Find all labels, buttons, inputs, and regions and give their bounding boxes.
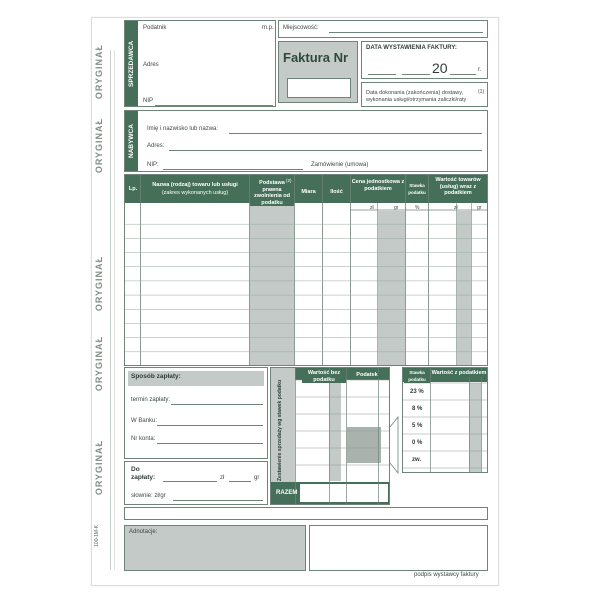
col-name-header: Nazwa (rodzaj) towaru lub usługi [141,182,249,189]
payment-box [124,367,268,459]
original-label-2: ORYGINAŁ [94,118,104,174]
place-label: Miejscowość: [283,25,319,31]
notes-label: Adnotacje: [129,529,158,535]
to-pay-gr-label: gr [254,475,260,481]
col-qty-header: Ilość [323,189,350,196]
vat-rate-header: Stawka podatku [404,370,430,383]
buyer-name-line[interactable] [229,133,482,134]
vat-summary-side-label: Zestawienie sprzedaży wg stawek podatku [277,379,283,481]
signature-box[interactable] [309,525,488,571]
total-gr: gr [477,205,482,211]
vat-total-label: RAZEM [276,490,298,496]
seller-section-label: SPRZEDAWCA [125,21,138,106]
buyer-name-label: Imię i nazwisko lub nazwa: [147,126,219,132]
strip-fine-print-2 [114,50,115,570]
bank-label: W Banku: [131,418,158,424]
vat-gross-gr-column [469,383,481,472]
col-name-subheader: (zakres wykonanych usług) [141,190,249,197]
invoice-title: Faktura Nr [283,50,349,65]
mp-label: m.p. [262,25,274,31]
col-legal-basis-header: Podstawa prawna zwolnienia od podatku [250,180,294,206]
to-pay-box [124,461,268,505]
col-unit-price-header: Cena jednostkowa z podatkiem [351,179,405,192]
vat-rate-column [406,211,428,365]
strip-fine-print [110,50,111,570]
to-pay-zl-line[interactable] [163,481,217,482]
total-zl: zł [454,205,458,211]
col-unit-header: Miara [295,189,322,196]
col-total-header: Wartość towarów (usług) wraz z podatkiem [429,177,487,197]
buyer-box [124,110,488,172]
col-legal-basis-note: (2) [286,178,292,183]
vat-summary [270,367,488,505]
title-box [278,41,358,103]
side-strip [92,20,122,568]
vat-tax-block [347,427,381,463]
notes-box[interactable] [124,525,306,571]
seller-nip-label: NIP [143,98,154,104]
legal-basis-column [250,203,294,365]
place-input-line[interactable] [329,32,483,33]
issue-date-year-line[interactable] [450,74,476,75]
original-label-5: ORYGINAŁ [94,440,104,496]
items-table [124,174,488,366]
vat-rate-exempt: zw. [412,457,422,463]
vat-net-header: Wartość bez podatku [302,370,346,383]
vat-rate-23: 23 % [410,389,424,395]
due-date-label: termin zapłaty: [131,397,171,403]
due-date-line[interactable] [171,404,263,405]
original-label-3: ORYGINAŁ [94,256,104,312]
invoice-number-field[interactable] [287,78,351,98]
buyer-address-line[interactable] [169,150,482,151]
unit-price-zl: zł [370,205,374,211]
issue-date-year-prefix: 20 [432,60,448,76]
vat-rate-percent: % [415,205,420,211]
buyer-nip-label: NIP: [147,162,159,168]
vat-rate-5: 5 % [412,423,423,429]
bank-line[interactable] [157,425,263,426]
delivery-date-label-2: wykonania usługi/otrzymania zaliczki/raty [366,97,467,103]
original-label-4: ORYGINAŁ [94,336,104,392]
to-pay-label-2: zapłaty: [131,474,156,481]
to-pay-gr-line[interactable] [229,481,251,482]
vat-rate-8: 8 % [412,406,423,412]
place-box [278,20,488,38]
order-label: Zamówienie (umowa) [311,162,369,168]
issue-date-month-line[interactable] [402,74,430,75]
issue-date-year-suffix: r. [478,67,482,73]
unit-price-gr-column [378,211,405,365]
to-pay-label-1: Do [131,466,140,473]
items-table-border [125,175,488,366]
vat-bracket [390,417,398,473]
issue-date-day-line[interactable] [368,74,396,75]
separator-row [124,507,488,520]
delivery-date-box [361,82,488,107]
to-pay-zl-label: zł [220,475,225,481]
buyer-nip-line[interactable] [163,169,303,170]
vat-tax-header: Podatek [347,372,387,379]
col-lp-header: Lp. [126,186,140,193]
buyer-section-label: NABYWCA [125,111,138,171]
address-label: Adres [143,62,159,68]
seller-nip-line[interactable] [155,105,273,106]
payment-method-label: Sposób zapłaty: [131,373,181,380]
vat-total-fields [300,484,388,502]
unit-price-gr: gr [394,205,399,211]
vat-rate-0: 0 % [412,440,423,446]
account-line[interactable] [157,443,263,444]
vat-summary-grid [270,367,488,505]
to-pay-words-label: słownie: zł/gr [131,493,166,499]
issue-date-label: DATA WYSTAWIENIA FAKTURY: [366,45,457,51]
signature-label: podpis wystawcy faktury [414,572,479,578]
vat-gross-header: Wartość z podatkiem [431,370,487,376]
taxpayer-label: Podatnik [143,25,167,31]
buyer-address-label: Adres: [147,143,165,149]
col-vat-rate-header: Stawka podatku [406,183,428,196]
to-pay-words-line[interactable] [173,500,263,501]
form-code: 100-1M-K [94,525,100,547]
account-label: Nr konta: [131,436,156,442]
signature-line[interactable] [368,570,484,571]
delivery-date-footnote: (1) [478,89,485,95]
issue-date-box [361,41,488,79]
seller-box [124,20,276,107]
delivery-date-label-1: Data dokonania (zakończenia) dostawy, [366,90,464,96]
total-gr-column [457,211,471,365]
items-grid [124,174,488,366]
original-label-1: ORYGINAŁ [94,44,104,100]
